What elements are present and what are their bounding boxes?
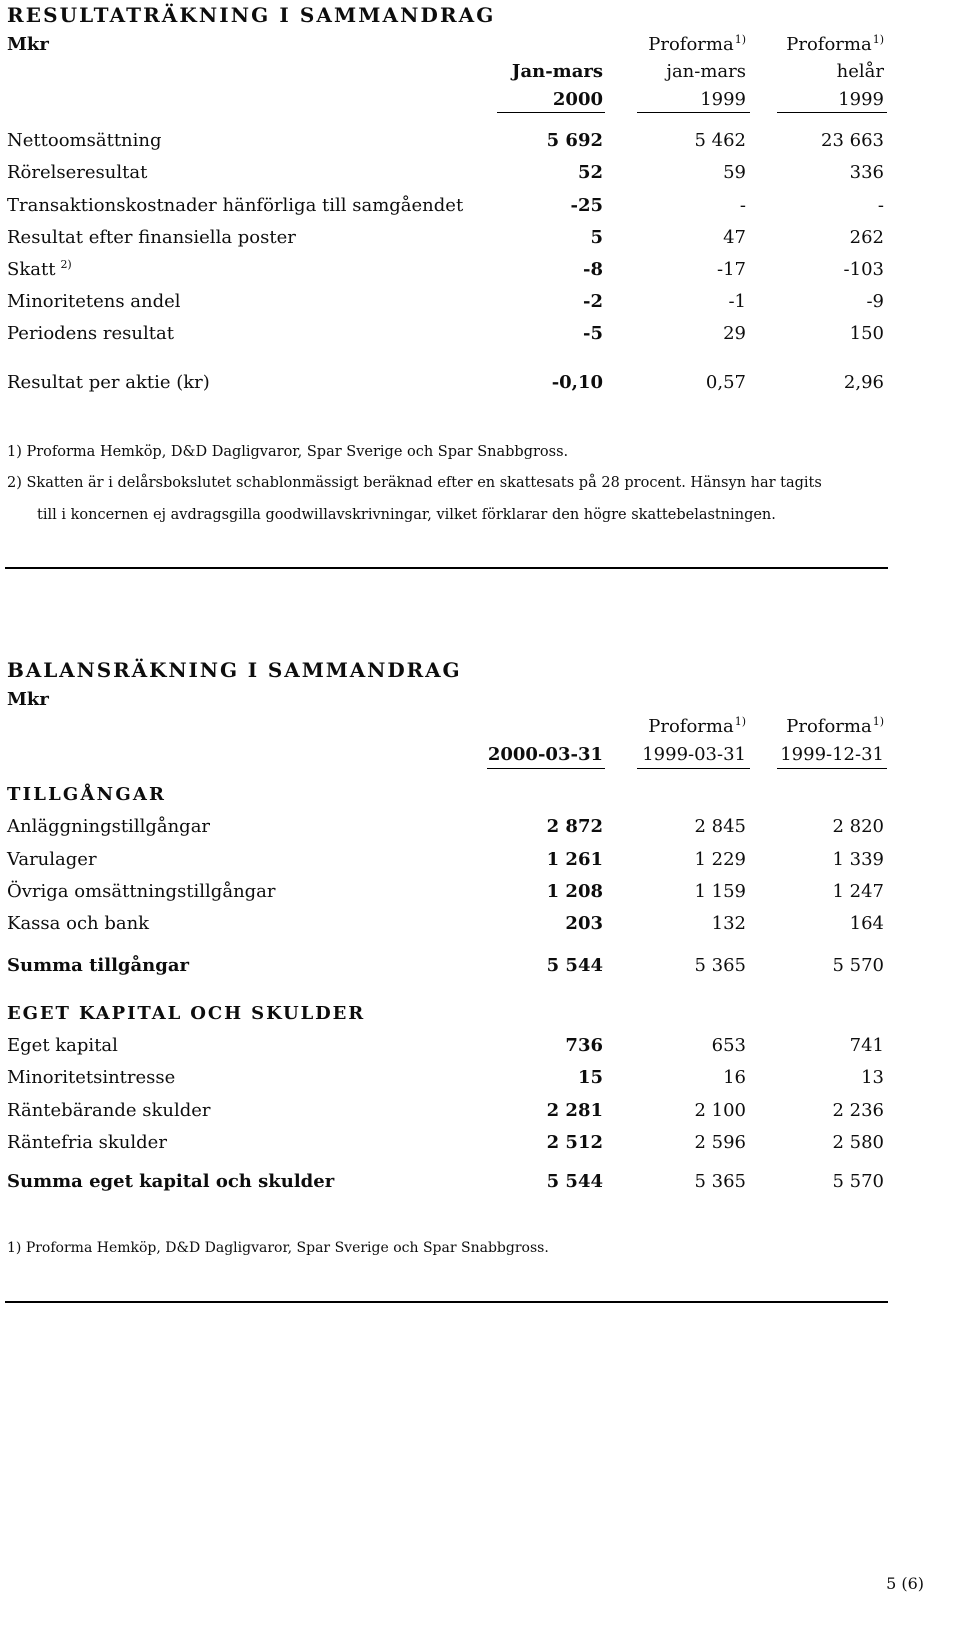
column-basis-label: Proforma [648, 34, 734, 55]
row-label: Transaktionskostnader hänförliga till samgåendet [7, 195, 464, 216]
footnote-2-continued: till i koncernen ej avdragsgilla goodwillavskrivningar, vilket förklarar den högre skattebelastningen. [37, 507, 776, 523]
equity-liabilities-heading: EGET KAPITAL OCH SKULDER [7, 1003, 366, 1024]
column-underline [637, 768, 750, 769]
balance-header-date-row [0, 743, 960, 767]
assets-row-inventory [0, 848, 960, 872]
income-row-operating-result [0, 161, 960, 185]
column-header-period: helår [836, 61, 884, 82]
cell-proforma-jan-mars-1999: 5 462 [694, 130, 746, 151]
footnote-ref: 2) [60, 258, 72, 271]
cell-1999-12-31: 2 580 [832, 1132, 884, 1153]
row-label: Resultat per aktie (kr) [7, 372, 210, 393]
income-row-period-result [0, 322, 960, 346]
cell-2000-03-31: 5 544 [546, 1171, 603, 1192]
column-header-period: jan-mars [666, 61, 746, 82]
cell-2000-03-31: 2 872 [546, 816, 603, 837]
cell-1999-03-31: 132 [711, 913, 746, 934]
cell-1999-12-31: 13 [861, 1067, 884, 1088]
row-label: Anläggningstillgångar [7, 816, 211, 837]
equity-total-row [0, 1170, 960, 1194]
footnote-1: 1) Proforma Hemköp, D&D Dagligvaror, Spar Sverige och Spar Snabbgross. [7, 1240, 549, 1256]
footnote-2: 2) Skatten är i delårsbokslutet schablonmässigt beräknad efter en skattesats på 28 procent. Hänsyn har tagits [7, 475, 822, 491]
cell-1999-12-31: 2 236 [832, 1100, 884, 1121]
income-header-basis-row [0, 33, 960, 57]
balance-header-basis-row [0, 715, 960, 739]
cell-proforma-helar-1999: 150 [849, 323, 884, 344]
row-label: Summa eget kapital och skulder [7, 1171, 335, 1192]
equity-row-interest-bearing [0, 1099, 960, 1123]
row-label: Eget kapital [7, 1035, 118, 1056]
cell-2000-03-31: 1 208 [546, 881, 603, 902]
cell-2000-03-31: 2 512 [546, 1132, 603, 1153]
row-label: Varulager [7, 849, 97, 870]
row-label: Summa tillgångar [7, 955, 190, 976]
cell-proforma-helar-1999: 2,96 [843, 372, 884, 393]
footnote-ref: 1) [872, 715, 884, 728]
row-label: Minoritetsintresse [7, 1067, 176, 1088]
cell-1999-03-31: 5 365 [694, 955, 746, 976]
cell-proforma-jan-mars-1999: 59 [723, 162, 746, 183]
row-label: Minoritetens andel [7, 291, 181, 312]
cell-2000-03-31: 2 281 [546, 1100, 603, 1121]
footnote-ref: 1) [872, 33, 884, 46]
income-row-minority-share [0, 290, 960, 314]
assets-heading-row [0, 783, 960, 807]
equity-row-minority-interest [0, 1066, 960, 1090]
cell-2000-03-31: 15 [577, 1067, 603, 1088]
cell-1999-12-31: 2 820 [832, 816, 884, 837]
cell-2000-03-31: 1 261 [546, 849, 603, 870]
cell-1999-03-31: 2 100 [694, 1100, 746, 1121]
column-underline [777, 112, 887, 113]
footnote-ref: 1) [734, 33, 746, 46]
cell-proforma-helar-1999: -9 [866, 291, 884, 312]
column-header-basis [786, 33, 884, 59]
equity-row-equity [0, 1034, 960, 1058]
equity-heading-row [0, 1002, 960, 1026]
row-label: Räntefria skulder [7, 1132, 167, 1153]
cell-proforma-helar-1999: 23 663 [821, 130, 884, 151]
column-header-date: 1999-12-31 [780, 744, 884, 765]
cell-proforma-jan-mars-1999: 29 [723, 323, 746, 344]
income-row-result-after-financial [0, 226, 960, 250]
cell-2000-03-31: 5 544 [546, 955, 603, 976]
cell-proforma-helar-1999: - [877, 195, 884, 216]
row-label: Rörelseresultat [7, 162, 148, 183]
footnote-1: 1) Proforma Hemköp, D&D Dagligvaror, Spar Sverige och Spar Snabbgross. [7, 444, 569, 460]
cell-1999-03-31: 1 159 [694, 881, 746, 902]
cell-2000-03-31: 203 [565, 913, 603, 934]
cell-1999-12-31: 1 247 [832, 881, 884, 902]
cell-1999-12-31: 164 [849, 913, 884, 934]
cell-proforma-helar-1999: 262 [849, 227, 884, 248]
section-divider [5, 567, 888, 569]
row-label: Räntebärande skulder [7, 1100, 211, 1121]
cell-1999-12-31: 5 570 [832, 955, 884, 976]
cell-proforma-jan-mars-1999: -1 [728, 291, 746, 312]
income-row-tax [0, 258, 960, 282]
column-header-year: 1999 [838, 89, 884, 110]
row-label: Resultat efter finansiella poster [7, 227, 296, 248]
income-header-year-row [0, 88, 960, 112]
column-header-basis [786, 715, 884, 741]
unit-label: Mkr [7, 34, 49, 55]
cell-jan-mars-2000: 5 692 [546, 130, 603, 151]
assets-row-fixed-assets [0, 815, 960, 839]
row-label: Övriga omsättningstillgångar [7, 881, 276, 902]
cell-1999-03-31: 2 596 [694, 1132, 746, 1153]
cell-1999-03-31: 2 845 [694, 816, 746, 837]
assets-row-cash [0, 912, 960, 936]
cell-jan-mars-2000: -0,10 [551, 372, 603, 393]
assets-total-row [0, 954, 960, 978]
column-header-year: 1999 [700, 89, 746, 110]
column-header-basis [648, 33, 746, 59]
column-basis-label: Proforma [786, 34, 872, 55]
cell-1999-03-31: 1 229 [694, 849, 746, 870]
column-underline [777, 768, 887, 769]
assets-heading: TILLGÅNGAR [7, 784, 167, 805]
cell-jan-mars-2000: -2 [583, 291, 603, 312]
equity-row-non-interest-bearing [0, 1131, 960, 1155]
row-label: Nettoomsättning [7, 130, 162, 151]
cell-proforma-jan-mars-1999: -17 [717, 259, 746, 280]
cell-proforma-helar-1999: -103 [843, 259, 884, 280]
column-underline [487, 768, 605, 769]
column-basis-label: Proforma [786, 716, 872, 737]
cell-jan-mars-2000: -25 [570, 195, 603, 216]
column-header-date: 1999-03-31 [642, 744, 746, 765]
cell-1999-03-31: 5 365 [694, 1171, 746, 1192]
income-header-period-row [0, 60, 960, 84]
income-row-earnings-per-share [0, 371, 960, 395]
cell-1999-03-31: 16 [723, 1067, 746, 1088]
column-header-basis [648, 715, 746, 741]
cell-jan-mars-2000: 5 [590, 227, 603, 248]
cell-2000-03-31: 736 [565, 1035, 603, 1056]
assets-row-other-current [0, 880, 960, 904]
column-header-date: 2000-03-31 [487, 744, 603, 765]
cell-1999-12-31: 741 [849, 1035, 884, 1056]
row-label: Skatt [7, 259, 56, 280]
cell-proforma-jan-mars-1999: 0,57 [705, 372, 746, 393]
cell-jan-mars-2000: -5 [583, 323, 603, 344]
balance-sheet-title: BALANSRÄKNING I SAMMANDRAG [7, 658, 462, 682]
cell-jan-mars-2000: 52 [577, 162, 603, 183]
cell-proforma-helar-1999: 336 [849, 162, 884, 183]
unit-label: Mkr [7, 689, 49, 710]
page-number: 5 (6) [886, 1574, 924, 1593]
income-statement-title: RESULTATRÄKNING I SAMMANDRAG [7, 3, 496, 27]
column-header-period: Jan-mars [511, 61, 603, 82]
income-row-transaction-costs [0, 194, 960, 218]
column-header-year: 2000 [552, 89, 603, 110]
cell-proforma-jan-mars-1999: - [739, 195, 746, 216]
row-label-group [7, 258, 72, 284]
cell-jan-mars-2000: -8 [583, 259, 603, 280]
footnote-ref: 1) [734, 715, 746, 728]
cell-1999-03-31: 653 [711, 1035, 746, 1056]
cell-1999-12-31: 5 570 [832, 1171, 884, 1192]
row-label: Kassa och bank [7, 913, 150, 934]
column-underline [637, 112, 750, 113]
section-divider [5, 1301, 888, 1303]
column-underline [497, 112, 605, 113]
cell-proforma-jan-mars-1999: 47 [723, 227, 746, 248]
income-row-net-sales [0, 129, 960, 153]
column-basis-label: Proforma [648, 716, 734, 737]
row-label: Periodens resultat [7, 323, 174, 344]
cell-1999-12-31: 1 339 [832, 849, 884, 870]
